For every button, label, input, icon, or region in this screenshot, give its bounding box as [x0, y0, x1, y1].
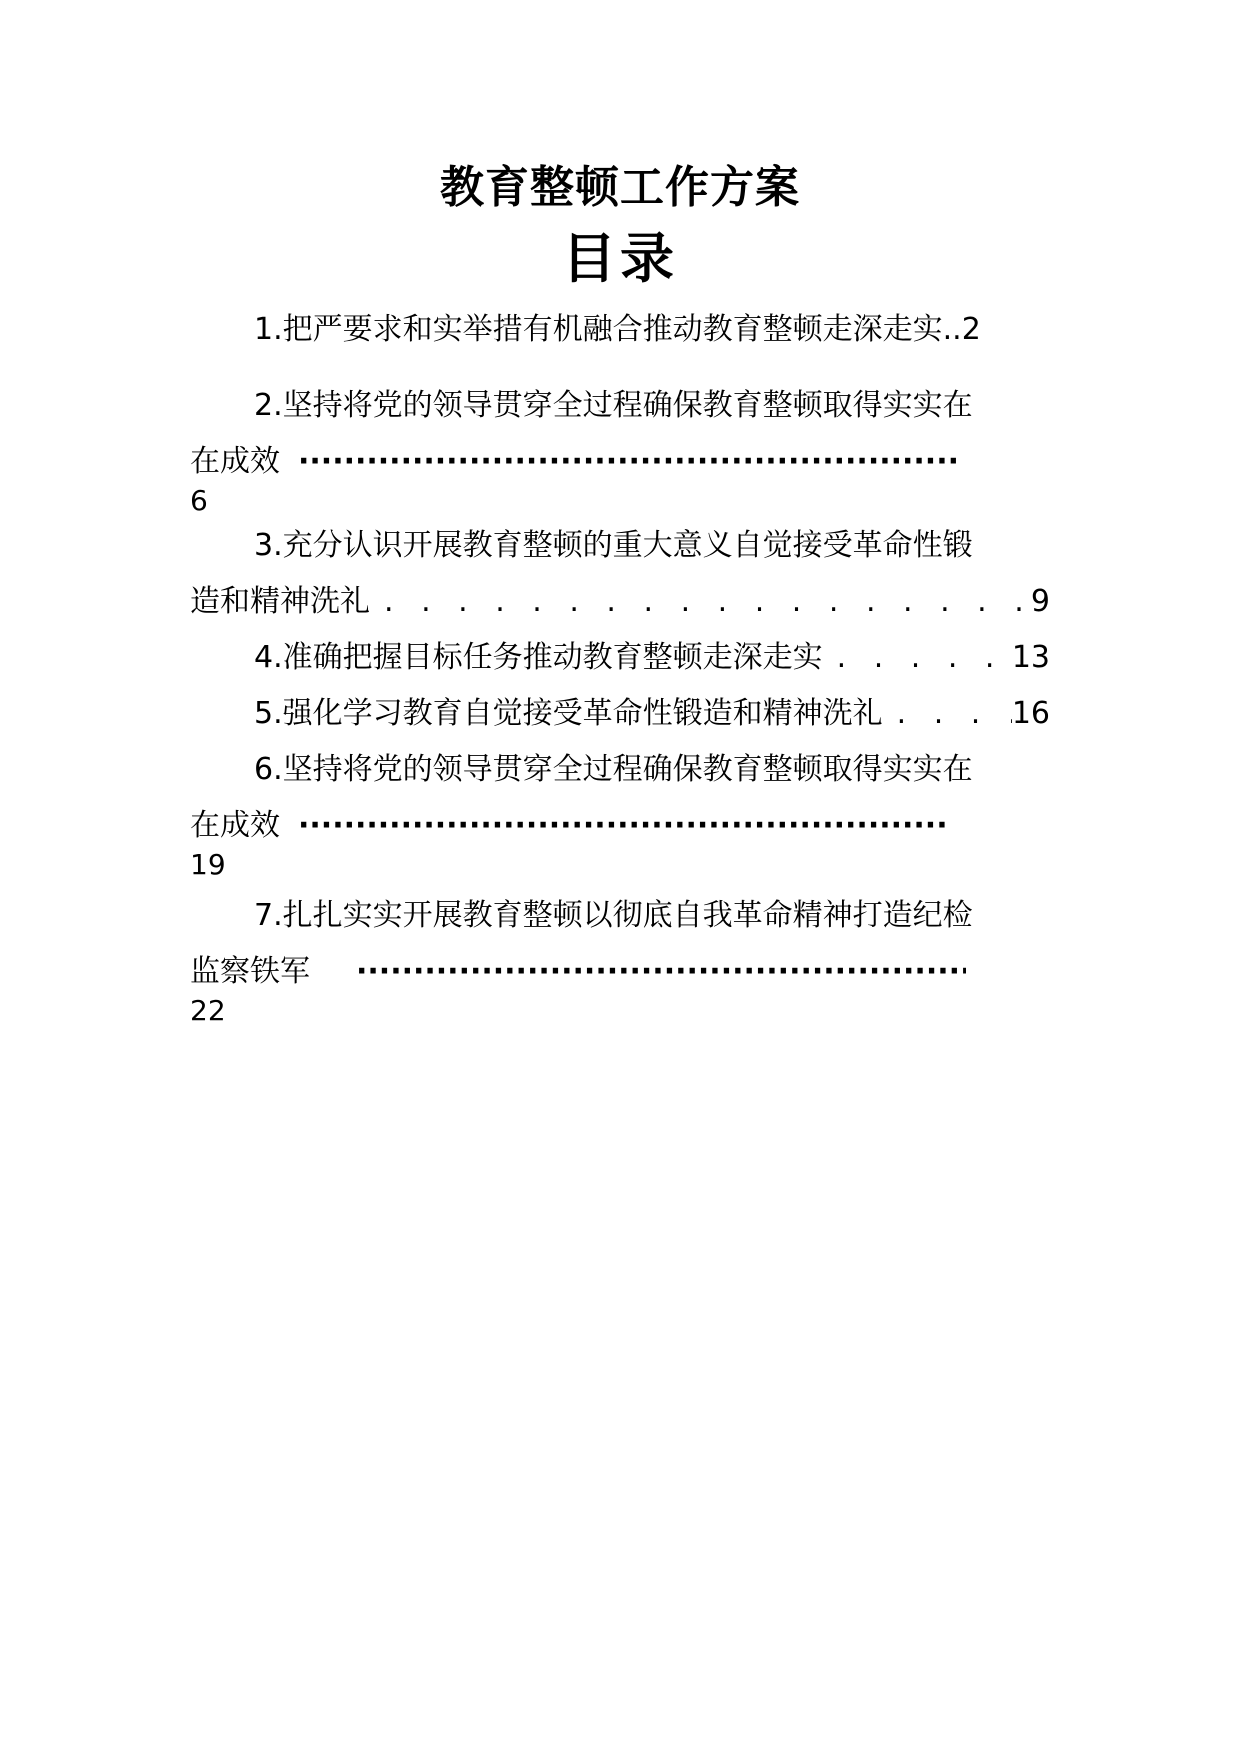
toc-page-number: 22 [190, 994, 226, 1027]
toc-entry-7[interactable] [190, 888, 1050, 1028]
toc-entry-text: 6.坚持将党的领导贯穿全过程确保教育整顿取得实实在 [254, 752, 973, 787]
toc-leader [370, 574, 1031, 630]
toc-page-number: 2 [961, 312, 981, 347]
toc-page-number: 6 [190, 484, 208, 517]
document-title: 教育整顿工作方案 [440, 162, 800, 213]
toc-entry-text: 4.准确把握目标任务推动教育整顿走深走实 [254, 640, 823, 675]
toc-entry-text: 7.扎扎实实开展教育整顿以彻底自我革命精神打造纪检 [254, 898, 973, 933]
toc-heading: 目录 [562, 227, 678, 290]
toc-leader [280, 434, 958, 490]
toc-entry-6[interactable] [190, 742, 1050, 882]
toc-entry-text: 1.把严要求和实举措有机融合推动教育整顿走深走实 [254, 312, 943, 347]
toc-entry-text: 2.坚持将党的领导贯穿全过程确保教育整顿取得实实在 [254, 388, 973, 423]
toc-entry-text-continued: 造和精神洗礼 [190, 584, 370, 619]
toc-entry-text-continued: 监察铁军 [190, 954, 310, 989]
toc-entry-1[interactable] [190, 302, 1050, 358]
toc-leader [883, 686, 1012, 742]
toc-page-number: 9 [1030, 584, 1050, 619]
toc-page-number: 13 [1011, 640, 1050, 675]
toc-entry-text: 5.强化学习教育自觉接受革命性锻造和精神洗礼 [254, 696, 883, 731]
toc-leader [823, 630, 1012, 686]
toc-entry-2[interactable] [190, 378, 1050, 518]
toc-entry-text-continued: 在成效 [190, 808, 280, 843]
toc-entry-5[interactable] [190, 686, 1050, 742]
toc-page-number: 16 [1011, 696, 1050, 731]
toc-entry-text: 3.充分认识开展教育整顿的重大意义自觉接受革命性锻 [254, 528, 973, 563]
toc-leader [310, 944, 966, 1000]
toc-entry-text-continued: 在成效 [190, 444, 280, 479]
table-of-contents [190, 302, 1050, 1028]
toc-entry-3[interactable] [190, 518, 1050, 630]
toc-leader [280, 798, 948, 854]
toc-entry-4[interactable] [190, 630, 1050, 686]
toc-page-number: 19 [190, 848, 226, 881]
toc-leader: .. [942, 312, 962, 347]
